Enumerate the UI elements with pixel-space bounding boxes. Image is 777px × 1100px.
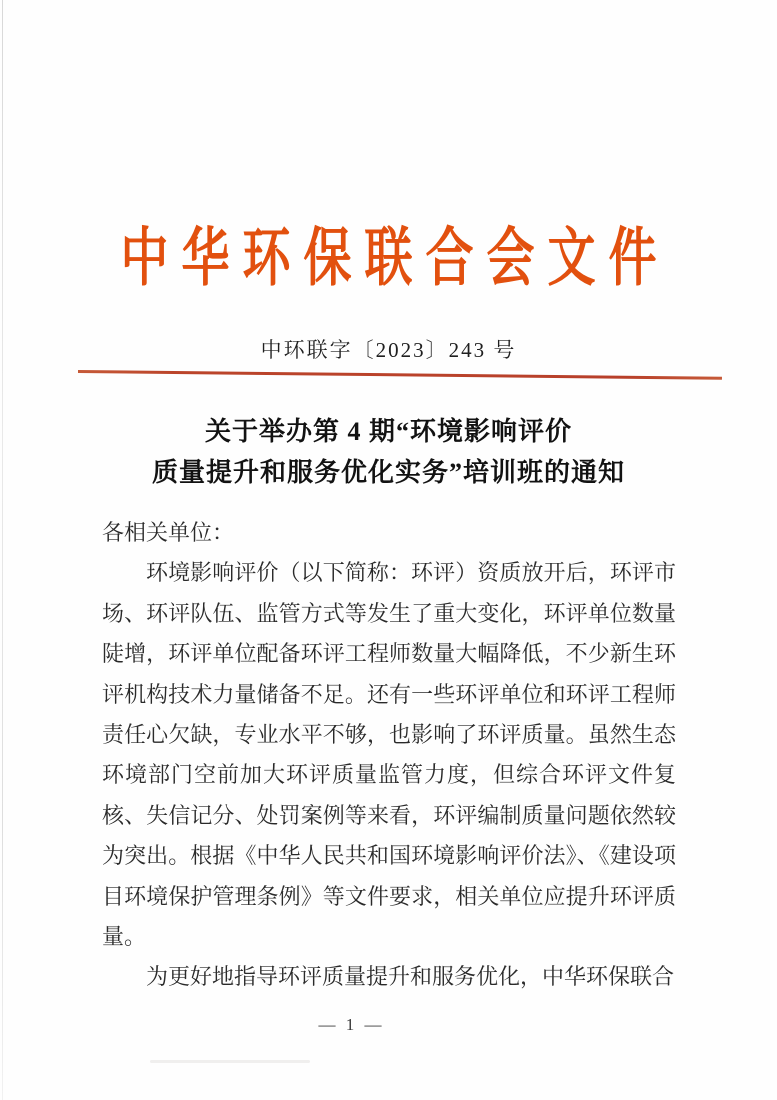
document-number: 中环联字〔2023〕243 号 [260,338,517,362]
scan-edge-artifact [2,0,3,1100]
document-body [102,513,676,998]
notice-title-line1: 关于举办第 4 期“环境影响评价 [204,417,572,446]
salutation: 各相关单位： [102,520,235,545]
red-separator-rule [78,370,722,379]
body-paragraph-2: 为更好地指导环评质量提升和服务优化，中华环保联合 [146,964,675,990]
page-number: — 1 — [318,1015,385,1034]
letterhead-org-title: 中华环保联合会文件 [120,224,670,295]
notice-title-line2: 质量提升和服务优化实务”培训班的通知 [151,458,625,487]
scan-smudge-artifact [150,1060,310,1063]
notice-title [0,411,777,493]
body-paragraph-1: 环境影响评价（以下简称：环评）资质放开后，环评市场、环评队伍、监管方式等发生了重大变化，环评单位数量陡增，环评单位配备环评工程师数量大幅降低，不少新生环评机构技术力量储备不足。还有一些环评单位和环评工程师责任心欠缺，专业水平不够，也影响了环评质量。虽然生态环境部门空前加大环评质量监管力度，但综合环评文件复核、失信记分、处罚案例等来看，环评编制质量问题依然较为突出。根据《中华人民共和国环境影响评价法》、《建设项目环境保护管理条例》等文件要求，相关单位应提升环评质量。 [102,560,676,950]
